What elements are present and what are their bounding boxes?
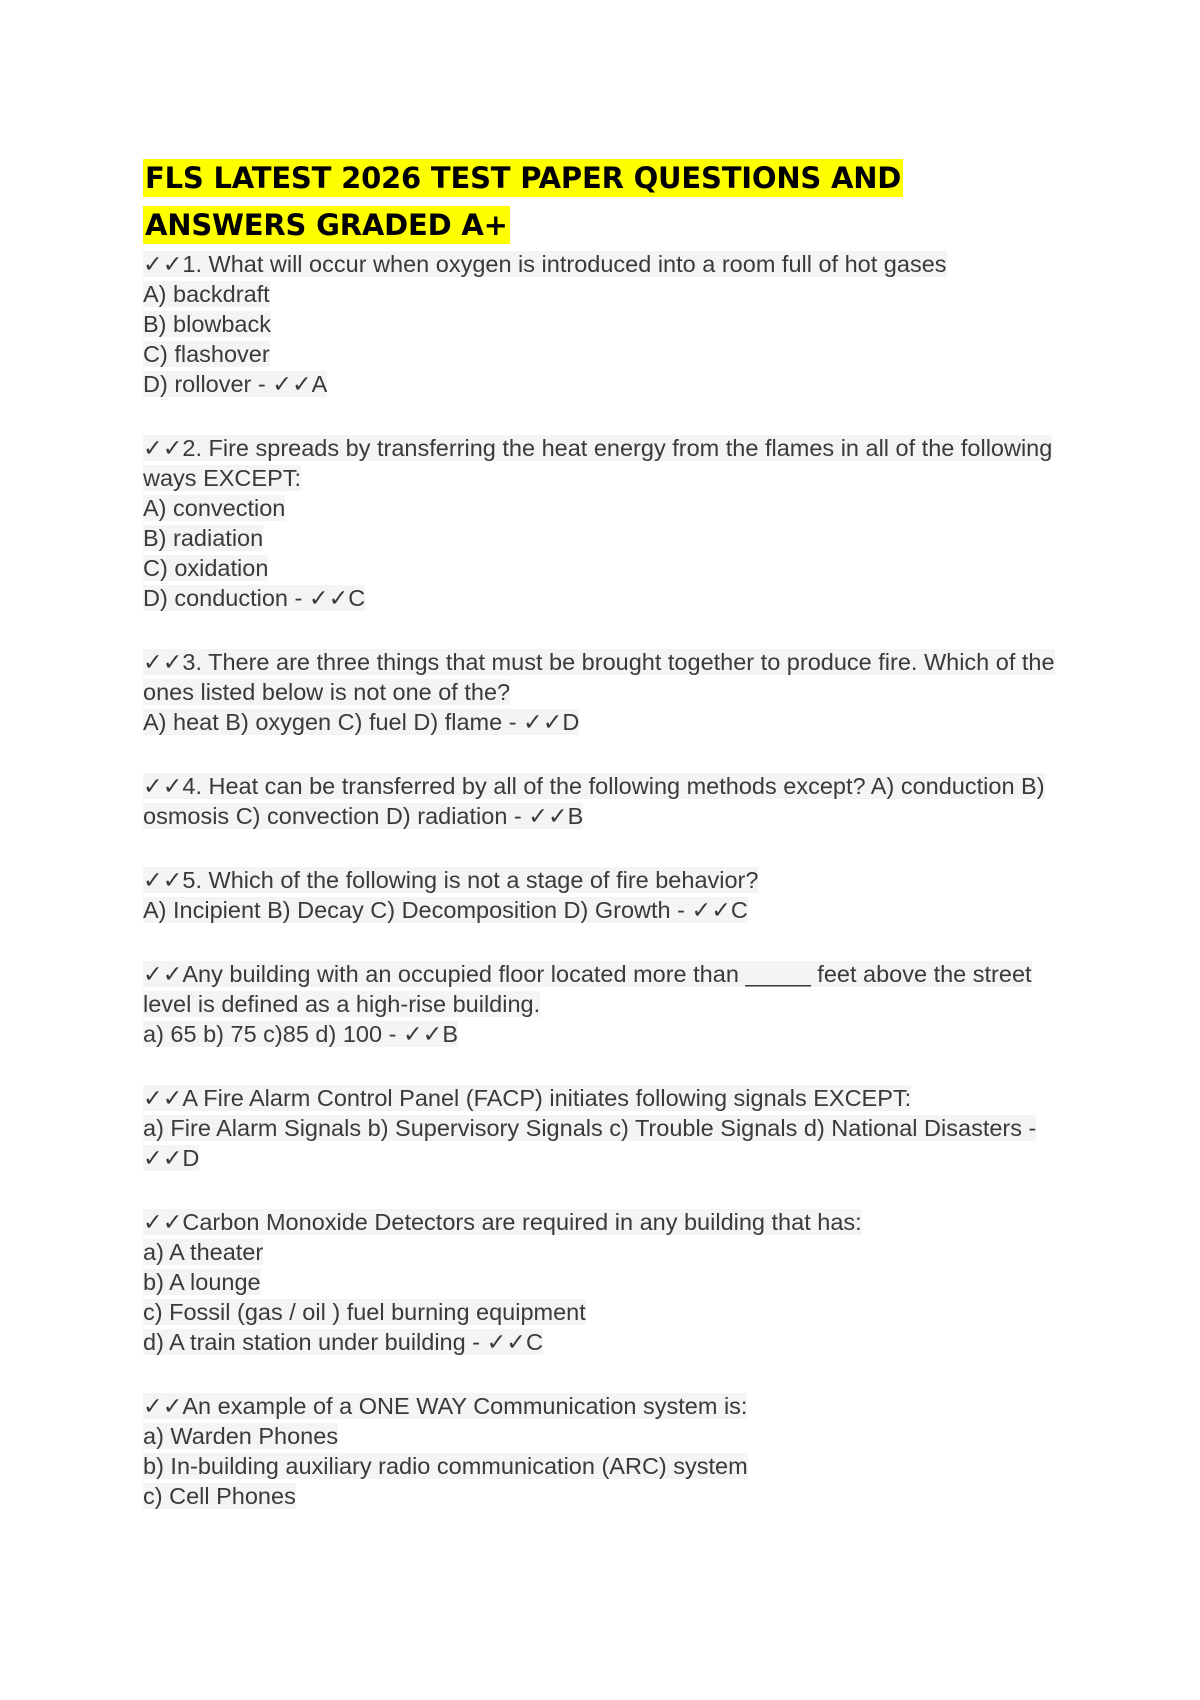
question-text-content: ✓✓Any building with an occupied floor located more than _____ feet above the street xyxy=(143,961,1032,987)
document-page xyxy=(143,155,1063,1545)
answer-option-text: b) A lounge xyxy=(143,1269,261,1295)
question-text xyxy=(143,865,1063,895)
answer-option xyxy=(143,989,1063,1019)
answer-option xyxy=(143,339,1063,369)
question-text xyxy=(143,1207,1063,1237)
answer-option xyxy=(143,895,1063,925)
document-title-text: FLS LATEST 2026 TEST PAPER QUESTIONS AND ANSWERS GRADED A+ xyxy=(145,161,902,242)
answer-option-text: D) rollover - ✓✓A xyxy=(143,371,328,397)
answer-option xyxy=(143,1113,1063,1143)
answer-option-text: B) blowback xyxy=(143,311,271,337)
question-text xyxy=(143,1083,1063,1113)
document-title xyxy=(143,155,1063,249)
answer-option-text: D) conduction - ✓✓C xyxy=(143,585,366,611)
question-block xyxy=(143,249,1063,399)
answer-option xyxy=(143,583,1063,613)
answer-option-text: c) Fossil (gas / oil ) fuel burning equipment xyxy=(143,1299,586,1325)
question-block xyxy=(143,865,1063,925)
answer-option-text: a) 65 b) 75 c)85 d) 100 - ✓✓B xyxy=(143,1021,459,1047)
question-text-content: ✓✓1. What will occur when oxygen is introduced into a room full of hot gases xyxy=(143,251,947,277)
answer-option-text: ways EXCEPT: xyxy=(143,465,302,491)
answer-option-text: ✓✓D xyxy=(143,1145,200,1171)
answer-option-text: a) Warden Phones xyxy=(143,1423,339,1449)
answer-option xyxy=(143,677,1063,707)
question-text xyxy=(143,1391,1063,1421)
answer-option xyxy=(143,1481,1063,1511)
answer-option xyxy=(143,553,1063,583)
answer-option-text: A) backdraft xyxy=(143,281,270,307)
answer-option xyxy=(143,369,1063,399)
question-list xyxy=(143,249,1063,1511)
answer-option-text: A) Incipient B) Decay C) Decomposition D) Growth - ✓✓C xyxy=(143,897,748,923)
answer-option-text: c) Cell Phones xyxy=(143,1483,296,1509)
answer-option xyxy=(143,707,1063,737)
answer-option xyxy=(143,1019,1063,1049)
answer-option xyxy=(143,1327,1063,1357)
answer-option-text: A) heat B) oxygen C) fuel D) flame - ✓✓D xyxy=(143,709,580,735)
answer-option xyxy=(143,493,1063,523)
answer-option-text: d) A train station under building - ✓✓C xyxy=(143,1329,543,1355)
question-block xyxy=(143,1207,1063,1357)
question-text xyxy=(143,959,1063,989)
answer-option xyxy=(143,1237,1063,1267)
answer-option xyxy=(143,1297,1063,1327)
question-block xyxy=(143,1083,1063,1173)
question-text xyxy=(143,771,1063,801)
question-block xyxy=(143,959,1063,1049)
answer-option xyxy=(143,309,1063,339)
question-text-content: ✓✓Carbon Monoxide Detectors are required in any building that has: xyxy=(143,1209,862,1235)
question-block xyxy=(143,771,1063,831)
question-text-content: ✓✓A Fire Alarm Control Panel (FACP) initiates following signals EXCEPT: xyxy=(143,1085,912,1111)
answer-option-text: a) A theater xyxy=(143,1239,264,1265)
question-block xyxy=(143,647,1063,737)
question-text xyxy=(143,249,1063,279)
question-text-content: ✓✓An example of a ONE WAY Communication system is: xyxy=(143,1393,748,1419)
answer-option-text: C) oxidation xyxy=(143,555,269,581)
answer-option xyxy=(143,1421,1063,1451)
question-block xyxy=(143,1391,1063,1511)
question-text xyxy=(143,433,1063,463)
answer-option-text: ones listed below is not one of the? xyxy=(143,679,511,705)
answer-option xyxy=(143,1267,1063,1297)
answer-option xyxy=(143,463,1063,493)
question-text xyxy=(143,647,1063,677)
question-text-content: ✓✓2. Fire spreads by transferring the heat energy from the flames in all of the following xyxy=(143,435,1053,461)
answer-option xyxy=(143,279,1063,309)
answer-option-text: C) flashover xyxy=(143,341,270,367)
answer-option-text: level is defined as a high-rise building. xyxy=(143,991,541,1017)
answer-option xyxy=(143,1451,1063,1481)
answer-option xyxy=(143,801,1063,831)
answer-option-text: a) Fire Alarm Signals b) Supervisory Signals c) Trouble Signals d) National Disasters - xyxy=(143,1115,1037,1141)
answer-option-text: A) convection xyxy=(143,495,286,521)
answer-option-text: b) In-building auxiliary radio communication (ARC) system xyxy=(143,1453,748,1479)
question-text-content: ✓✓5. Which of the following is not a stage of fire behavior? xyxy=(143,867,759,893)
answer-option-text: osmosis C) convection D) radiation - ✓✓B xyxy=(143,803,584,829)
answer-option-text: B) radiation xyxy=(143,525,264,551)
answer-option xyxy=(143,1143,1063,1173)
question-text-content: ✓✓3. There are three things that must be brought together to produce fire. Which of the xyxy=(143,649,1055,675)
answer-option xyxy=(143,523,1063,553)
question-text-content: ✓✓4. Heat can be transferred by all of the following methods except? A) conduction B) xyxy=(143,773,1045,799)
question-block xyxy=(143,433,1063,613)
